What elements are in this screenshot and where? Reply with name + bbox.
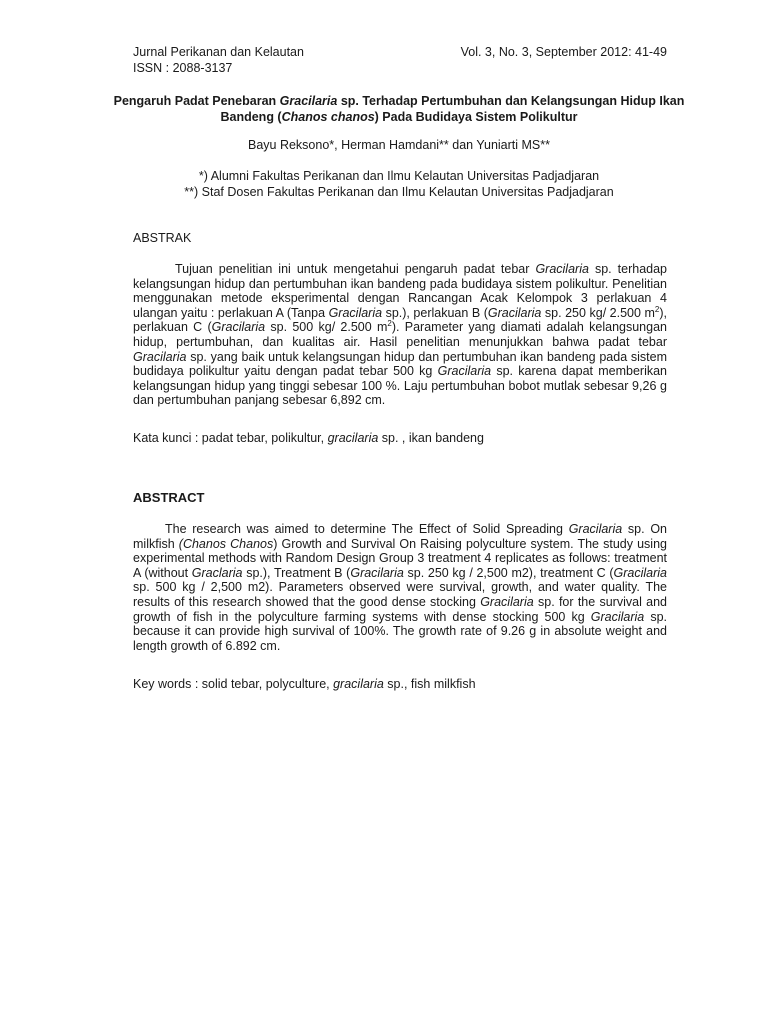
affiliation-1: *) Alumni Fakultas Perikanan dan Ilmu Kelautan Universitas Padjadjaran [198, 169, 600, 183]
text: sp. 500 kg/ 2.500 m [265, 320, 388, 335]
text: sp. 250 kg / 2,500 m2), treatment C ( [403, 565, 614, 580]
text: The research was aimed to determine The Effect of Solid Spreading [165, 522, 569, 536]
italic-text: Gracilaria [487, 305, 542, 320]
title-text: ) Pada Budidaya Sistem Polikultur [374, 110, 578, 124]
authors: Bayu Reksono*, Herman Hamdani** dan Yuniarti MS** [247, 138, 550, 152]
title-text: Pengaruh Padat Penebaran [113, 94, 280, 108]
affiliations [110, 168, 688, 200]
text: sp. On milkfish [133, 522, 668, 551]
text: ), perlakuan C ( [133, 305, 667, 335]
italic-text: Gracilaria [535, 262, 589, 276]
text: sp. , ikan bandeng [378, 431, 484, 445]
journal-name: Jurnal Perikanan dan Kelautan [133, 45, 304, 59]
affiliation-2: **) Staf Dosen Fakultas Perikanan dan Ilmu Kelautan Universitas Padjadjaran [184, 185, 614, 199]
italic-text: Gracilaria [613, 565, 667, 580]
text: ). Parameter yang diamati adalah kelangsungan hidup, pertumbuhan, dan kualitas air. Hasil penelitian menunjukkan bahwa padat tebar [133, 320, 667, 349]
italic-text: (Chanos Chanos [178, 536, 274, 551]
italic-text: Gracilaria [590, 609, 645, 624]
italic-text: gracilaria [327, 431, 379, 445]
abstract-paragraph [133, 522, 667, 653]
title-italic: Chanos chanos [281, 110, 375, 124]
text: sp., fish milkfish [383, 677, 476, 691]
italic-text: Graclaria [191, 565, 243, 580]
text: ) Growth and Survival On Raising polyculture system. The study using experimental methods with Random Design Group 3 treatment 4 replicates as follows: treatment A (without [133, 536, 667, 580]
kata-kunci [133, 430, 484, 446]
italic-text: Gracilaria [480, 594, 534, 609]
issn: ISSN : 2088-3137 [133, 61, 233, 75]
text: sp. 250 kg/ 2.500 m [541, 305, 655, 320]
italic-text: Gracilaria [211, 320, 266, 335]
abstrak-paragraph [133, 262, 667, 408]
italic-text: Gracilaria [133, 349, 187, 364]
text: sp. 500 kg / 2,500 m2). Parameters observed were survival, growth, and water quality. The results of this research showed that the good dense stocking [133, 580, 667, 609]
title-italic: Gracilaria [279, 94, 338, 108]
text: sp. karena dapat memberikan kelangsungan hidup yang tinggi sebesar 100 %. Laju pertumbuhan bobot mutlak sebesar 9,26 g dan pertumbuhan panjang sebesar 6,892 cm. [133, 364, 668, 408]
text: sp.), perlakuan B ( [382, 305, 488, 320]
volume-info: Vol. 3, No. 3, September 2012: 41-49 [460, 45, 667, 59]
running-header-right [461, 44, 667, 60]
text: sp. because it can provide high survival of 100%. The growth rate of 9.26 g in absolute weight and length growth of 6.892 cm. [133, 609, 667, 653]
superscript: 2 [654, 304, 660, 314]
text: sp. terhadap kelangsungan hidup dan pertumbuhan ikan bandeng pada budidaya sistem polikultur. Penelitian menggunakan metode eksperimental dengan Rancangan Acak Kelompok 3 perlakuan 4 ulangan yaitu : perlakuan A (Tanpa [133, 262, 667, 320]
text: Tujuan penelitian ini untuk mengetahui pengaruh padat tebar [175, 262, 536, 276]
text: sp. yang baik untuk kelangsungan hidup dan pertumbuhan ikan bandeng pada sistem budidaya polikultur yaitu dengan padat tebar 500 kg [133, 349, 667, 379]
key-words [133, 676, 476, 692]
italic-text: Gracilaria [328, 305, 383, 320]
italic-text: gracilaria [333, 677, 384, 691]
text: sp.), Treatment B ( [242, 565, 351, 580]
abstrak-heading: ABSTRAK [133, 231, 192, 245]
title-text: sp. Terhadap Pertumbuhan dan Kelangsungan Hidup Ikan Bandeng ( [220, 94, 685, 124]
running-header-left [133, 44, 304, 76]
italic-text: Gracilaria [437, 364, 492, 379]
abstract-heading: ABSTRACT [133, 490, 205, 505]
text: sp. for the survival and growth of fish in the polyculture farming systems with dense stocking 500 kg [133, 594, 667, 624]
text: Key words : solid tebar, polyculture, [133, 677, 334, 691]
italic-text: Gracilaria [350, 565, 404, 580]
superscript: 2 [387, 319, 392, 329]
text: Kata kunci : padat tebar, polikultur, [133, 431, 328, 445]
paper-title [110, 93, 688, 125]
italic-text: Gracilaria [568, 522, 623, 536]
